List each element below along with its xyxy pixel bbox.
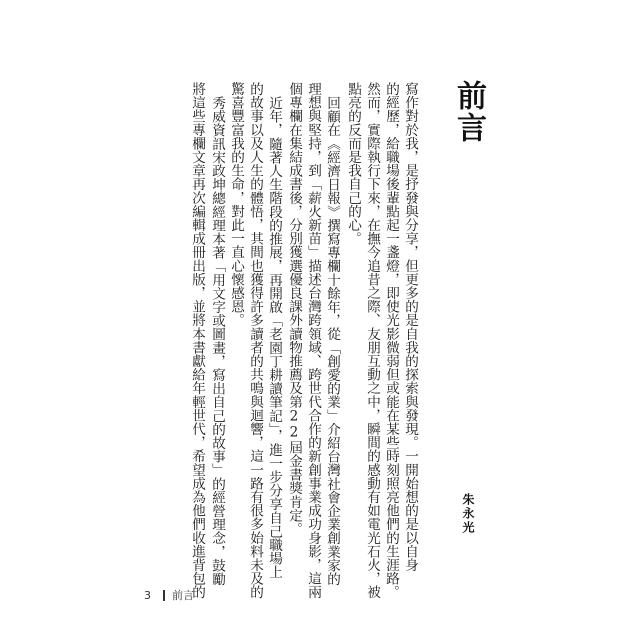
text-column-10: 驚喜豐富我的生命，對此一直心懷感恩。: [228, 82, 244, 327]
text-column-2: 的經歷，給職場後輩點起一盞燈，即使光影微弱但或能在某些時刻照亮他們的生涯路。: [383, 82, 399, 599]
page-number: 3: [144, 588, 151, 602]
page-title: 前言: [451, 80, 486, 144]
text-column-7: 個專欄在集結成書後，分別獲選優良課外讀物推薦及第22屆金書獎肯定。: [286, 82, 302, 536]
footer-divider: [163, 590, 165, 601]
text-column-1: 寫作對於我，是抒發與分享，但更多的是自我的探索與發現。一開始想的是以自身: [402, 82, 418, 572]
text-column-11: 秀威資訊宋政坤總經理本著「用文字或圖畫，寫出自己的故事」的經營理念，鼓勵: [209, 96, 225, 586]
text-column-8: 近年，隨著人生階段的推展，再開啟「老園丁耕讀筆記」，進一步分享自己職場上: [266, 96, 282, 579]
page-footer: [144, 588, 194, 602]
text-column-6: 理想與堅持，到「薪火新苗」描述台灣跨領域、跨世代合作的新創事業成功身影，這兩: [305, 82, 321, 599]
text-column-3: 然而，實際執行下來，在撫今追昔之際、友朋互動之中，瞬間的感動有如電光石火，被: [364, 82, 380, 599]
text-column-9: 的故事以及人生的體悟，其間也獲得許多讀者的共鳴與迴響，這一路有很多始料未及的: [247, 82, 263, 599]
text-column-12: 將這些專欄文章再次編輯成冊出版，並將本書獻給年輕世代，希望成為他們收進背包的: [189, 82, 205, 599]
text-column-4: 點亮的反而是我自己的心。: [345, 82, 361, 246]
footer-section-title: 前言: [172, 589, 194, 602]
author-name: 朱永光: [461, 493, 475, 535]
text-column-5: 回顧在《經濟日報》撰寫專欄十餘年，從「創愛的業」介紹台灣社會企業創業家的: [324, 96, 340, 586]
